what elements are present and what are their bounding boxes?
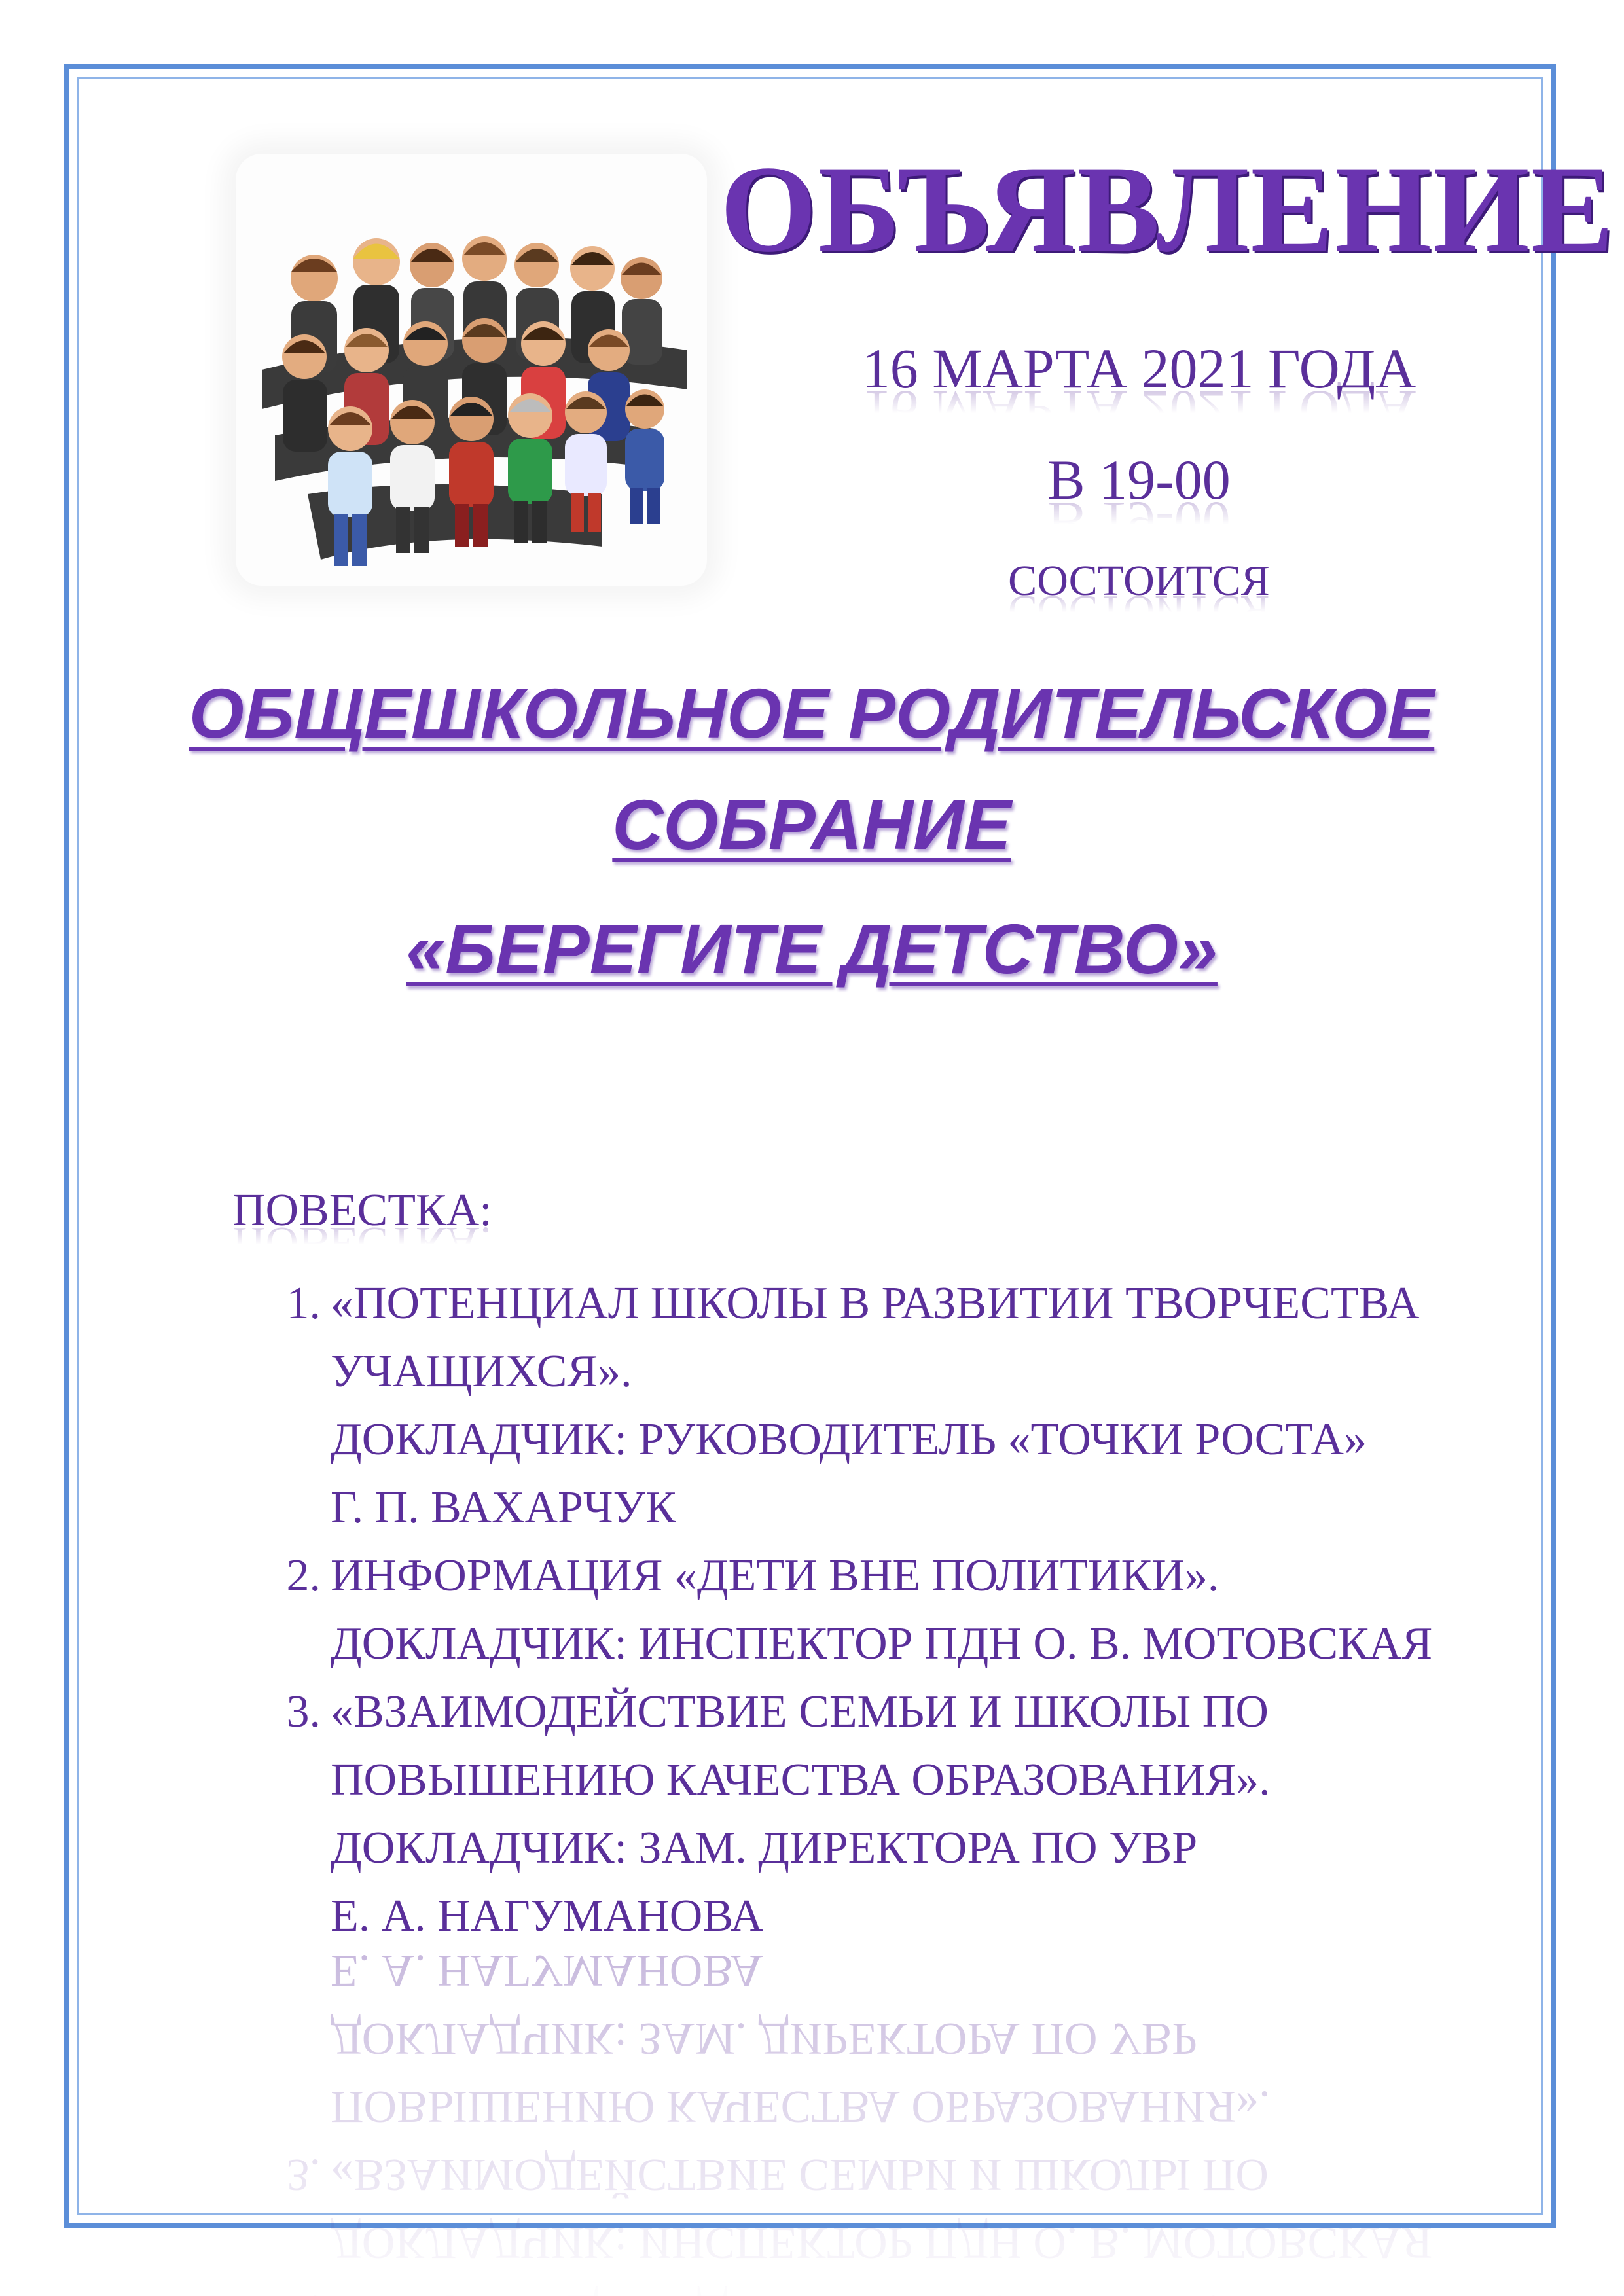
agenda-item-number: 3. bbox=[286, 1687, 321, 1737]
agenda-list bbox=[275, 1270, 1453, 1950]
meeting-title-block bbox=[105, 658, 1519, 1005]
announcement-title: ОБЪЯВЛЕНИЕ bbox=[720, 141, 1615, 278]
agenda-item bbox=[275, 1678, 1453, 1950]
meeting-time: В 19-00 bbox=[1047, 448, 1231, 511]
agenda-item-line: ПОВЫШЕНИЮ КАЧЕСТВА ОБРАЗОВАНИЯ». bbox=[331, 1755, 1271, 1805]
agenda-item bbox=[275, 1542, 1453, 1678]
meeting-date: 16 МАРТА 2021 ГОДА bbox=[861, 337, 1416, 400]
meeting-theme: «БЕРЕГИТЕ ДЕТСТВО» bbox=[406, 909, 1218, 988]
happens-text: СОСТОИТСЯ bbox=[1008, 557, 1270, 605]
agenda-item-line: «ПОТЕНЦИАЛ ШКОЛЫ В РАЗВИТИИ ТВОРЧЕСТВА bbox=[331, 1278, 1420, 1329]
agenda-label: ПОВЕСТКА: bbox=[232, 1185, 492, 1236]
agenda-item-line: «ВЗАИМОДЕЙСТВИЕ СЕМЬИ И ШКОЛЫ ПО bbox=[331, 1687, 1269, 1737]
agenda-item-line: Е. А. НАГУМАНОВА bbox=[331, 1891, 764, 1941]
agenda-item bbox=[275, 1270, 1453, 1542]
meeting-title-line-2: СОБРАНИЕ bbox=[612, 785, 1011, 864]
agenda-item-line: ИНФОРМАЦИЯ «ДЕТИ ВНЕ ПОЛИТИКИ». bbox=[331, 1551, 1219, 1601]
agenda-item-number: 2. bbox=[286, 1551, 321, 1601]
agenda-item-line: УЧАЩИХСЯ». bbox=[331, 1346, 632, 1397]
agenda-item-line: ДОКЛАДЧИК: РУКОВОДИТЕЛЬ «ТОЧКИ РОСТА» bbox=[331, 1414, 1367, 1465]
audience-illustration bbox=[236, 154, 707, 586]
meeting-title-line-1: ОБЩЕШКОЛЬНОЕ РОДИТЕЛЬСКОЕ bbox=[189, 673, 1435, 753]
agenda-item-line: ДОКЛАДЧИК: ЗАМ. ДИРЕКТОРА ПО УВР bbox=[331, 1823, 1198, 1873]
agenda-item-number: 1. bbox=[286, 1278, 321, 1329]
agenda-item-line: Г. П. ВАХАРЧУК bbox=[331, 1482, 676, 1533]
agenda-item-line: ДОКЛАДЧИК: ИНСПЕКТОР ПДН О. В. МОТОВСКАЯ bbox=[331, 1619, 1433, 1669]
